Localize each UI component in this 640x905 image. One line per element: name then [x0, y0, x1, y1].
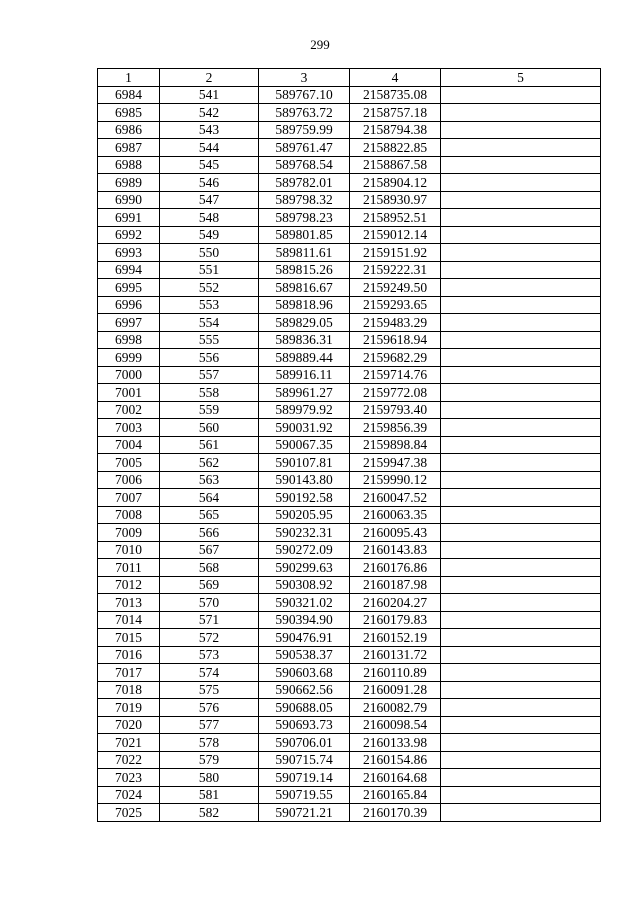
- table-cell: 566: [160, 524, 259, 542]
- table-row: [98, 629, 601, 647]
- table-cell: 557: [160, 366, 259, 384]
- table-cell: 2160176.86: [350, 559, 441, 577]
- table-cell: [441, 314, 601, 332]
- table-cell: 6986: [98, 121, 160, 139]
- table-cell: 589889.44: [259, 349, 350, 367]
- table-row: [98, 191, 601, 209]
- table-row: [98, 384, 601, 402]
- table-cell: 543: [160, 121, 259, 139]
- table-cell: 7007: [98, 489, 160, 507]
- table-cell: 7022: [98, 751, 160, 769]
- table-cell: 7001: [98, 384, 160, 402]
- table-row: [98, 279, 601, 297]
- table-cell: 2160133.98: [350, 734, 441, 752]
- table-row: [98, 786, 601, 804]
- table-cell: 7000: [98, 366, 160, 384]
- table-cell: [441, 664, 601, 682]
- table-cell: [441, 804, 601, 822]
- table-cell: 7020: [98, 716, 160, 734]
- table-cell: 2160082.79: [350, 699, 441, 717]
- table-cell: 7003: [98, 419, 160, 437]
- table-cell: 575: [160, 681, 259, 699]
- table-row: [98, 296, 601, 314]
- table-cell: [441, 226, 601, 244]
- table-cell: 554: [160, 314, 259, 332]
- table-cell: 589767.10: [259, 86, 350, 104]
- table-cell: 590308.92: [259, 576, 350, 594]
- table-cell: 7015: [98, 629, 160, 647]
- table-row: [98, 174, 601, 192]
- table-cell: 590272.09: [259, 541, 350, 559]
- table-cell: 590719.14: [259, 769, 350, 787]
- table-header-row: [98, 69, 601, 87]
- table-body: [98, 86, 601, 821]
- table-cell: 2160165.84: [350, 786, 441, 804]
- table-cell: 2160179.83: [350, 611, 441, 629]
- table-cell: 6999: [98, 349, 160, 367]
- table-cell: 2160063.35: [350, 506, 441, 524]
- table-cell: 2160095.43: [350, 524, 441, 542]
- table-cell: 572: [160, 629, 259, 647]
- table-cell: 590476.91: [259, 629, 350, 647]
- table-cell: 2158735.08: [350, 86, 441, 104]
- table-cell: 7009: [98, 524, 160, 542]
- table-row: [98, 664, 601, 682]
- table-cell: 2159947.38: [350, 454, 441, 472]
- table-cell: 573: [160, 646, 259, 664]
- table-cell: 7006: [98, 471, 160, 489]
- table-cell: 2159898.84: [350, 436, 441, 454]
- table-cell: [441, 139, 601, 157]
- column-header: 1: [98, 69, 160, 87]
- table-cell: 567: [160, 541, 259, 559]
- table-cell: 2160170.39: [350, 804, 441, 822]
- table-row: [98, 454, 601, 472]
- table-cell: 2159151.92: [350, 244, 441, 262]
- table-cell: [441, 786, 601, 804]
- coordinates-table: [97, 68, 601, 822]
- table-row: [98, 104, 601, 122]
- table-cell: [441, 611, 601, 629]
- table-cell: 2160110.89: [350, 664, 441, 682]
- table-cell: 561: [160, 436, 259, 454]
- table-cell: [441, 506, 601, 524]
- table-cell: 7012: [98, 576, 160, 594]
- table-row: [98, 226, 601, 244]
- table-cell: 2159714.76: [350, 366, 441, 384]
- table-cell: 589916.11: [259, 366, 350, 384]
- table-cell: 545: [160, 156, 259, 174]
- table-cell: 589818.96: [259, 296, 350, 314]
- table-cell: [441, 296, 601, 314]
- table-cell: 2159249.50: [350, 279, 441, 297]
- table-cell: 7017: [98, 664, 160, 682]
- table-row: [98, 524, 601, 542]
- table-cell: [441, 576, 601, 594]
- table-cell: 6998: [98, 331, 160, 349]
- table-cell: [441, 349, 601, 367]
- table-row: [98, 86, 601, 104]
- table-cell: 7008: [98, 506, 160, 524]
- table-cell: 7016: [98, 646, 160, 664]
- table-cell: 7025: [98, 804, 160, 822]
- table-cell: 2160152.19: [350, 629, 441, 647]
- table-cell: 550: [160, 244, 259, 262]
- table-cell: [441, 209, 601, 227]
- table-cell: 7005: [98, 454, 160, 472]
- table-cell: 544: [160, 139, 259, 157]
- table-row: [98, 734, 601, 752]
- table-row: [98, 646, 601, 664]
- table-cell: [441, 104, 601, 122]
- table-row: [98, 699, 601, 717]
- table-cell: 2158757.18: [350, 104, 441, 122]
- table-cell: 2158930.97: [350, 191, 441, 209]
- table-cell: 2160091.28: [350, 681, 441, 699]
- table-cell: [441, 681, 601, 699]
- table-cell: 590321.02: [259, 594, 350, 612]
- table-cell: [441, 524, 601, 542]
- table-cell: 6996: [98, 296, 160, 314]
- table-cell: 589801.85: [259, 226, 350, 244]
- table-cell: 570: [160, 594, 259, 612]
- table-cell: 7019: [98, 699, 160, 717]
- table-row: [98, 139, 601, 157]
- table-row: [98, 751, 601, 769]
- table-row: [98, 121, 601, 139]
- table-cell: 590067.35: [259, 436, 350, 454]
- table-cell: 541: [160, 86, 259, 104]
- table-cell: [441, 261, 601, 279]
- table-cell: 6984: [98, 86, 160, 104]
- table-cell: 589836.31: [259, 331, 350, 349]
- table-cell: 2159012.14: [350, 226, 441, 244]
- table-cell: 582: [160, 804, 259, 822]
- table-cell: 560: [160, 419, 259, 437]
- table-cell: 2158952.51: [350, 209, 441, 227]
- table-row: [98, 506, 601, 524]
- table-cell: 6985: [98, 104, 160, 122]
- column-header: 4: [350, 69, 441, 87]
- table-cell: 6987: [98, 139, 160, 157]
- table-cell: [441, 279, 601, 297]
- table-cell: 559: [160, 401, 259, 419]
- table-cell: 590192.58: [259, 489, 350, 507]
- table-cell: 2159618.94: [350, 331, 441, 349]
- table-cell: 590719.55: [259, 786, 350, 804]
- table-row: [98, 244, 601, 262]
- table-cell: [441, 331, 601, 349]
- table-cell: 2160154.86: [350, 751, 441, 769]
- table-cell: 581: [160, 786, 259, 804]
- table-cell: 590603.68: [259, 664, 350, 682]
- table-cell: 2159222.31: [350, 261, 441, 279]
- page-number: 299: [310, 37, 330, 52]
- table-row: [98, 681, 601, 699]
- table-cell: 7004: [98, 436, 160, 454]
- table-cell: 590715.74: [259, 751, 350, 769]
- table-cell: 555: [160, 331, 259, 349]
- table-cell: 7021: [98, 734, 160, 752]
- table-cell: [441, 541, 601, 559]
- table-cell: 590662.56: [259, 681, 350, 699]
- table-cell: 547: [160, 191, 259, 209]
- table-cell: [441, 646, 601, 664]
- table-cell: 6992: [98, 226, 160, 244]
- column-header: 2: [160, 69, 259, 87]
- table-cell: 590688.05: [259, 699, 350, 717]
- table-cell: 7014: [98, 611, 160, 629]
- table-cell: [441, 419, 601, 437]
- table-cell: 2160047.52: [350, 489, 441, 507]
- table-cell: 7010: [98, 541, 160, 559]
- table-row: [98, 314, 601, 332]
- table-cell: 6993: [98, 244, 160, 262]
- table-cell: 7013: [98, 594, 160, 612]
- table-cell: 2159483.29: [350, 314, 441, 332]
- table-row: [98, 559, 601, 577]
- table-cell: [441, 174, 601, 192]
- table-cell: 2159772.08: [350, 384, 441, 402]
- table-cell: 549: [160, 226, 259, 244]
- table-cell: 590143.80: [259, 471, 350, 489]
- table-cell: 579: [160, 751, 259, 769]
- table-cell: [441, 244, 601, 262]
- table-cell: 6988: [98, 156, 160, 174]
- table-cell: 590205.95: [259, 506, 350, 524]
- table-cell: [441, 559, 601, 577]
- table-row: [98, 489, 601, 507]
- table-row: [98, 401, 601, 419]
- table-cell: [441, 436, 601, 454]
- table-cell: [441, 121, 601, 139]
- table-cell: 576: [160, 699, 259, 717]
- table-cell: 2160187.98: [350, 576, 441, 594]
- table-cell: [441, 401, 601, 419]
- table-row: [98, 366, 601, 384]
- table-cell: 578: [160, 734, 259, 752]
- table-cell: 7002: [98, 401, 160, 419]
- table-cell: 2160098.54: [350, 716, 441, 734]
- table-cell: 2160131.72: [350, 646, 441, 664]
- table-cell: 2158794.38: [350, 121, 441, 139]
- table-cell: 574: [160, 664, 259, 682]
- table-cell: 589815.26: [259, 261, 350, 279]
- table-row: [98, 716, 601, 734]
- table-cell: [441, 156, 601, 174]
- table-cell: 558: [160, 384, 259, 402]
- table-row: [98, 349, 601, 367]
- table-cell: 2158822.85: [350, 139, 441, 157]
- table-cell: 565: [160, 506, 259, 524]
- table-cell: 2159293.65: [350, 296, 441, 314]
- table-cell: [441, 734, 601, 752]
- table-row: [98, 576, 601, 594]
- table-cell: 564: [160, 489, 259, 507]
- table-cell: 6995: [98, 279, 160, 297]
- table-row: [98, 419, 601, 437]
- column-header: 5: [441, 69, 601, 87]
- table-cell: 2158904.12: [350, 174, 441, 192]
- table-cell: 589759.99: [259, 121, 350, 139]
- table-cell: 589829.05: [259, 314, 350, 332]
- table-cell: 589979.92: [259, 401, 350, 419]
- table-cell: 589763.72: [259, 104, 350, 122]
- table-cell: [441, 594, 601, 612]
- table-cell: [441, 454, 601, 472]
- table-cell: 563: [160, 471, 259, 489]
- table-cell: 2160204.27: [350, 594, 441, 612]
- table-cell: 590031.92: [259, 419, 350, 437]
- table-cell: 2160143.83: [350, 541, 441, 559]
- table-cell: 568: [160, 559, 259, 577]
- table-cell: 7024: [98, 786, 160, 804]
- table-cell: 6991: [98, 209, 160, 227]
- table-cell: 553: [160, 296, 259, 314]
- table-cell: [441, 86, 601, 104]
- table-row: [98, 611, 601, 629]
- table-row: [98, 769, 601, 787]
- table-cell: 571: [160, 611, 259, 629]
- table-cell: 589798.23: [259, 209, 350, 227]
- table-cell: 569: [160, 576, 259, 594]
- table-cell: 562: [160, 454, 259, 472]
- table-row: [98, 436, 601, 454]
- table-cell: 6990: [98, 191, 160, 209]
- table-cell: 589961.27: [259, 384, 350, 402]
- column-header: 3: [259, 69, 350, 87]
- table-cell: 546: [160, 174, 259, 192]
- table-cell: [441, 384, 601, 402]
- table-cell: 589811.61: [259, 244, 350, 262]
- table-cell: 590299.63: [259, 559, 350, 577]
- table-cell: 542: [160, 104, 259, 122]
- table-cell: 589782.01: [259, 174, 350, 192]
- table-cell: 552: [160, 279, 259, 297]
- table-cell: [441, 629, 601, 647]
- table-cell: 6997: [98, 314, 160, 332]
- table-cell: 2158867.58: [350, 156, 441, 174]
- table-cell: 2159682.29: [350, 349, 441, 367]
- table-cell: 577: [160, 716, 259, 734]
- table-row: [98, 209, 601, 227]
- table-cell: 590107.81: [259, 454, 350, 472]
- table-cell: 7023: [98, 769, 160, 787]
- table-cell: 589768.54: [259, 156, 350, 174]
- table-row: [98, 804, 601, 822]
- table-row: [98, 594, 601, 612]
- table-cell: 590394.90: [259, 611, 350, 629]
- table-cell: 590232.31: [259, 524, 350, 542]
- table-cell: 2160164.68: [350, 769, 441, 787]
- table-cell: 590706.01: [259, 734, 350, 752]
- table-cell: 589798.32: [259, 191, 350, 209]
- table-cell: 589761.47: [259, 139, 350, 157]
- table-cell: 590693.73: [259, 716, 350, 734]
- table-row: [98, 331, 601, 349]
- table-cell: [441, 191, 601, 209]
- table-cell: [441, 489, 601, 507]
- table-cell: 580: [160, 769, 259, 787]
- table-cell: 551: [160, 261, 259, 279]
- table-cell: 590538.37: [259, 646, 350, 664]
- table-cell: 589816.67: [259, 279, 350, 297]
- table-cell: 556: [160, 349, 259, 367]
- table-cell: 548: [160, 209, 259, 227]
- table-cell: [441, 769, 601, 787]
- table-cell: [441, 751, 601, 769]
- table-cell: 2159856.39: [350, 419, 441, 437]
- table-row: [98, 471, 601, 489]
- table-cell: [441, 716, 601, 734]
- table-cell: 6989: [98, 174, 160, 192]
- table-cell: 7018: [98, 681, 160, 699]
- table-cell: 2159990.12: [350, 471, 441, 489]
- table-row: [98, 261, 601, 279]
- table-cell: 6994: [98, 261, 160, 279]
- table-row: [98, 541, 601, 559]
- table-cell: [441, 699, 601, 717]
- table-cell: [441, 366, 601, 384]
- table-row: [98, 156, 601, 174]
- table-cell: [441, 471, 601, 489]
- table-cell: 7011: [98, 559, 160, 577]
- table-cell: 2159793.40: [350, 401, 441, 419]
- table-cell: 590721.21: [259, 804, 350, 822]
